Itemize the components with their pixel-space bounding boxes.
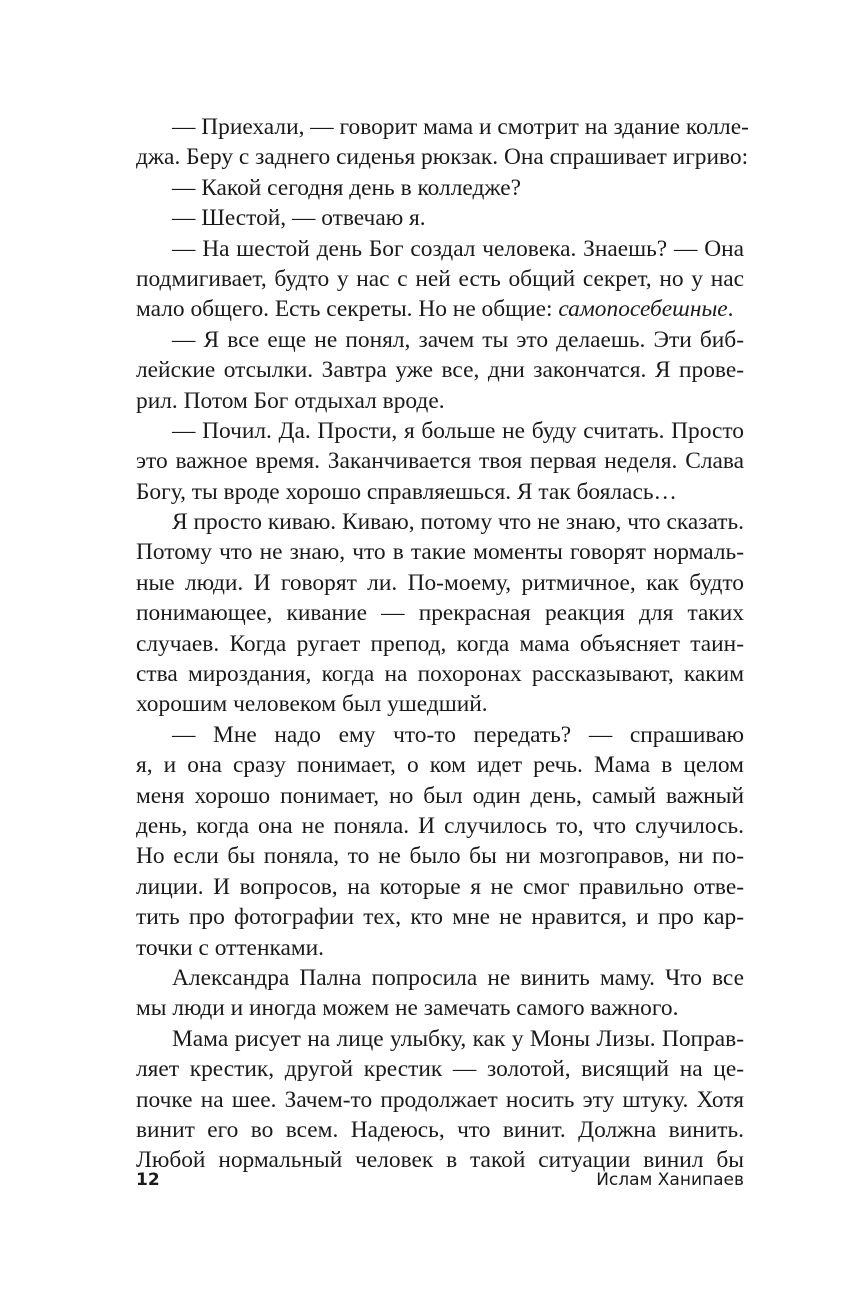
- text-line: [136, 993, 744, 1023]
- text-line-content: Мама рисует на лице улыбку, как у Моны Лизы. Поправ-: [172, 1025, 744, 1052]
- text-line-content: случаев. Когда ругает препод, когда мама объясняет таин-: [136, 630, 744, 657]
- text-line-content: мы люди и иногда можем не замечать самого важного.: [136, 995, 679, 1022]
- text-line: [136, 112, 749, 142]
- text-line-content: винит его во всем. Надеюсь, что винит. Должна винить.: [136, 1116, 744, 1143]
- text-line: [136, 598, 744, 628]
- text-line: [136, 872, 744, 902]
- text-line-content: рил. Потом Бог отдыхал вроде.: [136, 387, 445, 414]
- text-line-content: я, и она сразу понимает, о ком идет речь. Мама в целом: [136, 752, 744, 779]
- text-line-content: это важное время. Заканчивается твоя первая неделя. Слава: [136, 448, 744, 475]
- text-line-content: — Шестой, — отвечаю я.: [172, 205, 426, 232]
- text-line-content: почке на шее. Зачем-то продолжает носить эту штуку. Хотя: [136, 1086, 744, 1113]
- text-line: [136, 720, 744, 750]
- text-line: [136, 1085, 744, 1115]
- text-line-content: ства мироздания, когда на похоронах рассказывают, каким: [136, 661, 744, 688]
- text-line-content: лейские отсылки. Завтра уже все, дни закончатся. Я прове-: [136, 357, 744, 384]
- text-line-content: — Какой сегодня день в колледже?: [172, 174, 521, 201]
- text-line: [136, 264, 744, 294]
- text-line-tail: .: [727, 296, 734, 323]
- page-number: 12: [136, 1170, 160, 1190]
- text-line-content: тить про фотографии тех, кто мне не нравится, и про кар-: [136, 904, 744, 931]
- text-line: [136, 203, 744, 233]
- text-line: [136, 841, 744, 871]
- text-line: [136, 173, 744, 203]
- text-line: [136, 294, 744, 324]
- text-line-content: Богу, ты вроде хорошо справляешься. Я так боялась…: [136, 478, 677, 505]
- text-line-content: — Приехали, — говорит мама и смотрит на здание колле-: [172, 114, 749, 140]
- text-line: [136, 629, 744, 659]
- text-line: [136, 781, 744, 811]
- text-line: [136, 355, 744, 385]
- italic-word: самопосебешные: [558, 296, 728, 323]
- text-line-content: — Почил. Да. Прости, я больше не буду считать. Просто: [172, 417, 744, 444]
- text-line-content: понимающее, кивание — прекрасная реакция для таких: [136, 600, 744, 627]
- text-line: [136, 1054, 744, 1084]
- body-text: [136, 112, 749, 1176]
- text-line: [136, 963, 744, 993]
- text-line-content: ляет крестик, другой крестик — золотой, висящий на це-: [136, 1056, 744, 1083]
- text-line-content: ные люди. И говорят ли. По-моему, ритмичное, как будто: [136, 569, 744, 596]
- text-line: [136, 537, 744, 567]
- text-line: [136, 446, 744, 476]
- text-line: [136, 142, 749, 172]
- text-line: [136, 325, 744, 355]
- text-line-content: — Я все еще не понял, зачем ты это делаешь. Эти биб-: [172, 326, 744, 353]
- text-line-content: Но если бы поняла, то не было бы ни мозгоправов, ни по-: [136, 843, 744, 870]
- text-line: [136, 386, 744, 416]
- text-line-content: хорошим человеком был ушедший.: [136, 691, 488, 718]
- text-line: [136, 933, 744, 963]
- text-line-content: Потому что не знаю, что в такие моменты говорят нормаль-: [136, 539, 744, 566]
- text-line: [136, 659, 744, 689]
- text-line: [136, 902, 744, 932]
- text-line: [136, 689, 744, 719]
- text-line: [136, 477, 744, 507]
- running-footer-author: Ислам Ханипаев: [596, 1170, 744, 1190]
- text-line-content: джа. Беру с заднего сиденья рюкзак. Она спрашивает игриво:: [136, 144, 749, 171]
- text-line: [136, 568, 744, 598]
- text-line-content: Я просто киваю. Киваю, потому что не знаю, что сказать.: [172, 509, 744, 536]
- text-line: [136, 507, 744, 537]
- text-line: [136, 416, 744, 446]
- page-footer: [136, 1170, 744, 1194]
- text-line-content: меня хорошо понимает, но был один день, самый важный: [136, 782, 744, 809]
- text-line-content: Александра Пална попросила не винить маму. Что все: [172, 964, 744, 991]
- text-line-content: Любой нормальный человек в такой ситуации винил бы: [136, 1147, 744, 1174]
- text-line-content: мало общего. Есть секреты. Но не общие:: [136, 296, 559, 323]
- text-line-content: лиции. И вопросов, на которые я не смог правильно отве-: [136, 873, 744, 900]
- text-line-content: подмигивает, будто у нас с ней есть общий секрет, но у нас: [136, 265, 744, 292]
- text-line-content: точки с оттенками.: [136, 934, 325, 961]
- text-line: [136, 811, 744, 841]
- text-line: [136, 1024, 744, 1054]
- text-line: [136, 750, 744, 780]
- text-line: [136, 1115, 744, 1145]
- text-line-content: день, когда она не поняла. И случилось то, что случилось.: [136, 812, 744, 839]
- text-line-content: — Мне надо ему что-то передать? — спрашиваю: [172, 721, 744, 748]
- text-line: [136, 234, 744, 264]
- text-line-content: — На шестой день Бог создал человека. Знаешь? — Она: [172, 235, 744, 262]
